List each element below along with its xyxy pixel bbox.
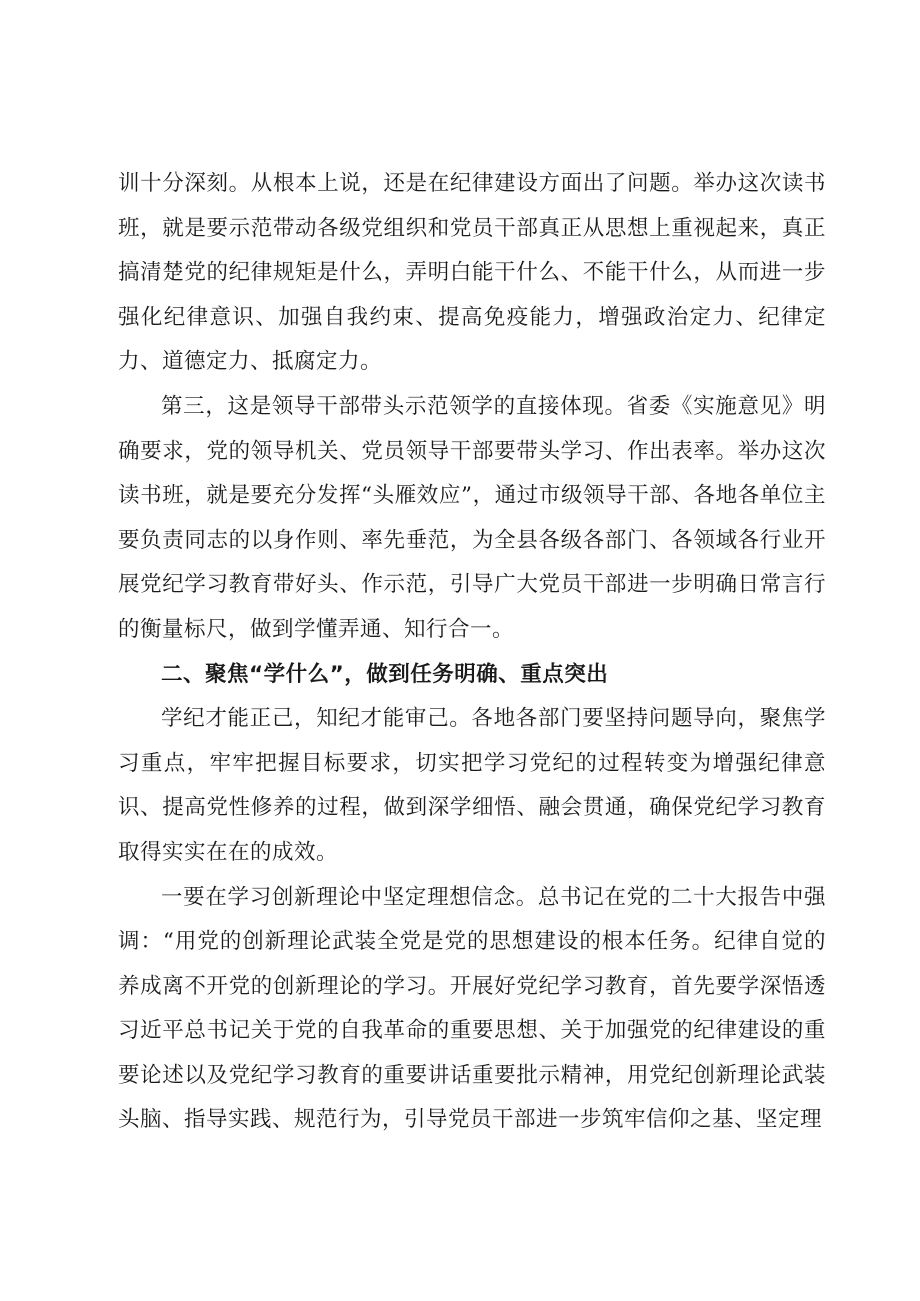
paragraph-continuation: 训十分深刻。从根本上说，还是在纪律建设方面出了问题。举办这次读书班，就是要示范带动各级党组织和党员干部真正从思想上重视起来，真正搞清楚党的纪律规矩是什么，弄明白能干什么、不能干什么，从而进一步强化纪律意识、加强自我约束、提高免疫能力，增强政治定力、纪律定力、道德定力、抵腐定力。 [118, 171, 826, 375]
document-body [118, 162, 826, 1143]
paragraph-first-requirement: 一要在学习创新理论中坚定理想信念。总书记在党的二十大报告中强调：“用党的创新理论武装全党是党的思想建设的根本任务。纪律自觉的养成离不开党的创新理论的学习。开展好党纪学习教育，首先要学深悟透习近平总书记关于党的自我革命的重要思想、关于加强党的纪律建设的重要论述以及党纪学习教育的重要讲话重要批示精神，用党纪创新理论武装头脑、指导实践、规范行为，引导党员干部进一步筑牢信仰之基、坚定理 [118, 884, 826, 1133]
section-heading: 二、聚焦“学什么”，做到任务明确、重点突出 [161, 661, 609, 687]
paragraph-section-intro: 学纪才能正己，知纪才能审己。各地各部门要坚持问题导向，聚焦学习重点，牢牢把握目标要求，切实把学习党纪的过程转变为增强纪律意识、提高党性修养的过程，做到深学细悟、融会贯通，确保党纪学习教育取得实实在在的成效。 [118, 706, 826, 865]
paragraph-third-point: 第三，这是领导干部带头示范领学的直接体现。省委《实施意见》明确要求，党的领导机关、党员领导干部要带头学习、作出表率。举办这次读书班，就是要充分发挥“头雁效应”，通过市级领导干部、各地各单位主要负责同志的以身作则、率先垂范，为全县各级各部门、各领域各行业开展党纪学习教育带好头、作示范，引导广大党员干部进一步明确日常言行的衡量标尺，做到学懂弄通、知行合一。 [118, 393, 826, 642]
